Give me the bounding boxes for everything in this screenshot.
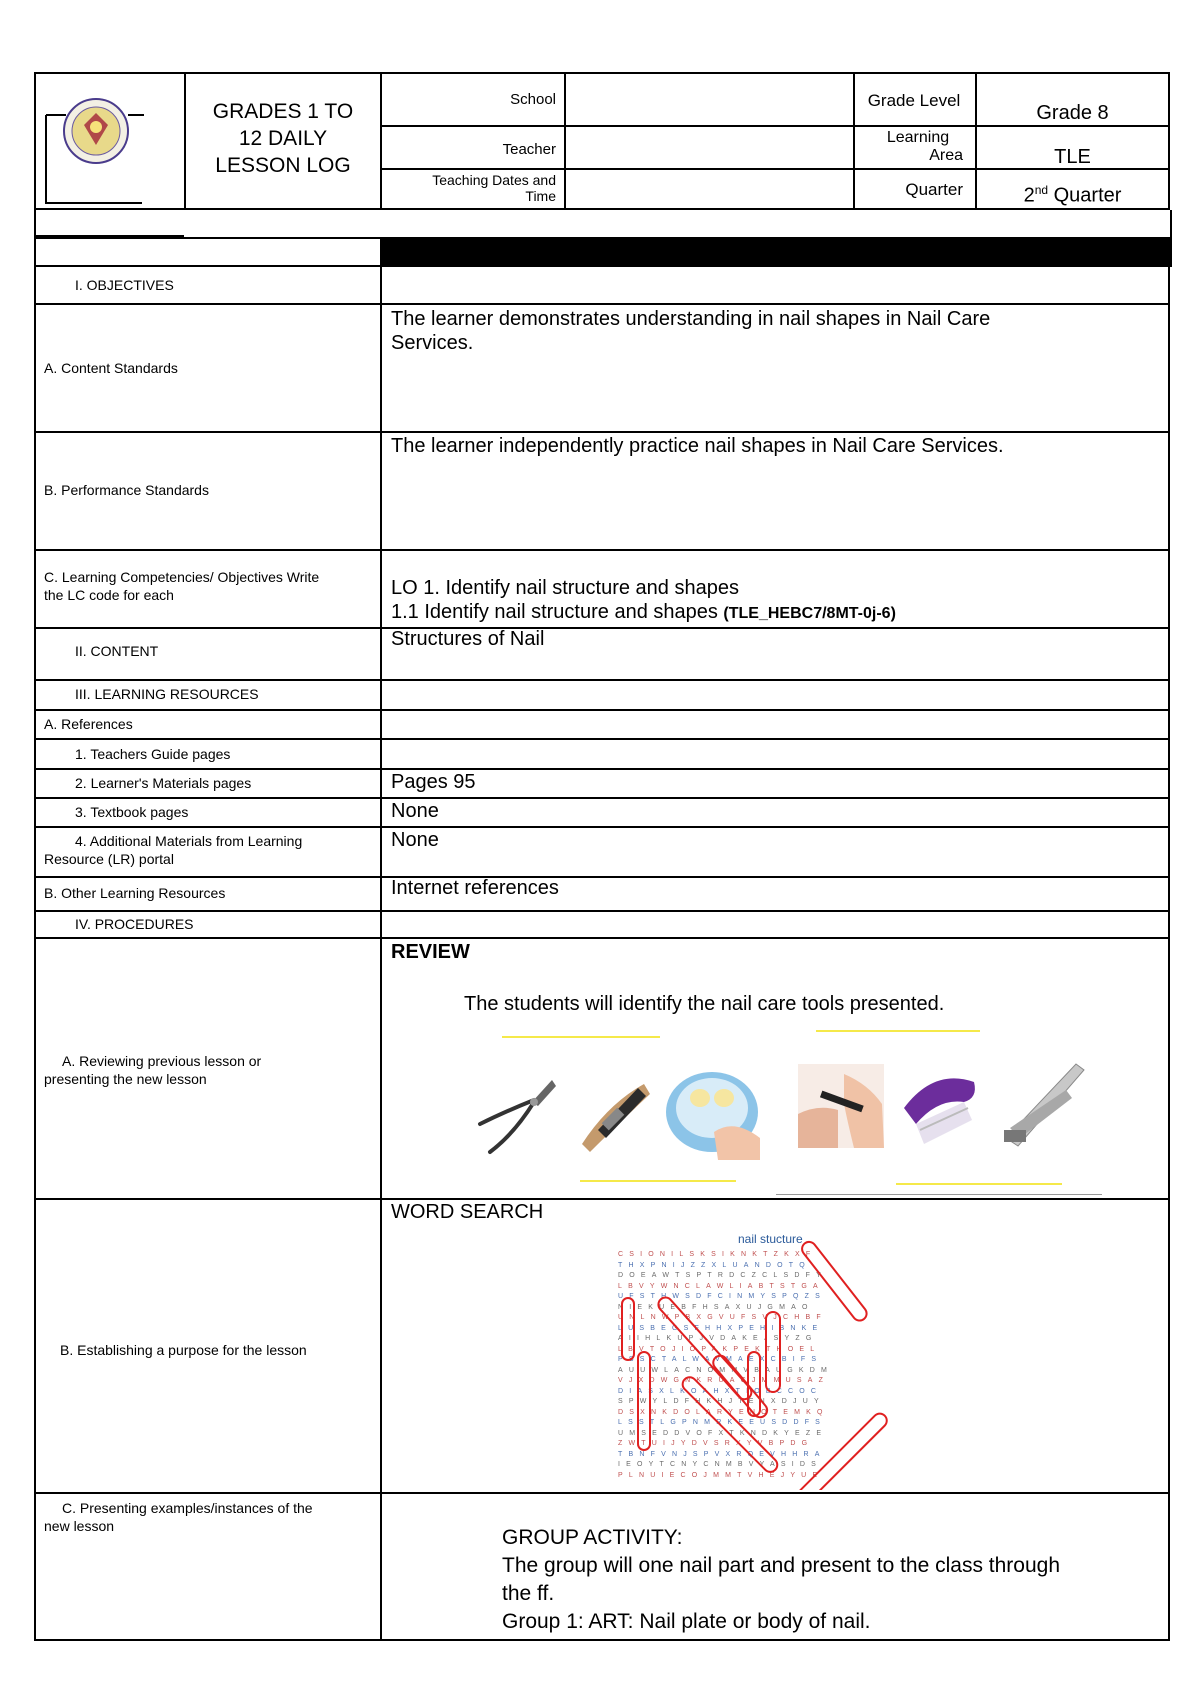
word-search-grid: CSIONILSKSIKNKTZKXF THXPNIJZZXLUANDOTQ DOEAWTSPTRDCZCLSDFY LBVYWNCLAWLIABTSTGA UFSTHWSDFCINMYSPQZS NIEKUEBFHSAXUJGMAO UNLNWPBXGVUFSVJCHBF LUSBEGSFHHXPEHIBNKE AIIHLKUPJVDAKEJSYZG LBVTOJIOPAKPEKTHOEL PSSCTALWAVMAEXCBIFS AUUWLACNOMMVBAUGKDM VJXDWGNKRUACJMMUSAZ DIASXLKOAHXTIOBCCOC SPWYLDFHKHJTENXDJUY DSXNKDOLARYENOTEMKQ LSSTLGPNMRKEEUSDDFS UMSEDDVOFXTKNDKYEZE ZWTUIJYDVSRXYVBPDG TBNFVNJSPVXRQEVHHRA IEOYTCNYCNMBVYASIDS PLNUIECOJMMTVHEJYUE (618, 1251, 834, 1479)
teachers-guide-label: 1. Teachers Guide pages (75, 746, 231, 762)
other-resources-value: Internet references (391, 877, 559, 899)
grade-level-value: Grade 8 (1036, 102, 1109, 124)
content-value: Structures of Nail (391, 628, 545, 650)
learners-materials-label: 2. Learner's Materials pages (75, 775, 252, 791)
review-title: REVIEW (391, 941, 470, 963)
group-activity-line: the ff. (502, 1582, 555, 1605)
content-standards-value: The learner demonstrates understanding in nail shapes in Nail Care Services. (391, 308, 991, 354)
section-header-bar (380, 237, 1170, 267)
word-search-circles (618, 1240, 938, 1490)
group-activity-line: The group will one nail part and present to the class through (502, 1554, 1061, 1577)
deped-seal-icon (44, 95, 148, 207)
nail-file-icon (798, 1064, 884, 1148)
group-activity-line: Group 1: ART: Nail plate or body of nail. (502, 1610, 871, 1633)
review-instructions: The students will identify the nail care tools presented. (464, 993, 945, 1015)
content-standards-label: A. Content Standards (44, 360, 178, 376)
nail-clipper-icon (998, 1058, 1092, 1150)
nail-brush-icon (894, 1068, 980, 1148)
group-activity-title: GROUP ACTIVITY: (502, 1526, 683, 1549)
learning-area-value: TLE (1054, 146, 1091, 168)
lc-code: (TLE_HEBC7/8MT-0j-6) (723, 605, 896, 622)
additional-materials-value: None (391, 829, 439, 851)
other-resources-label: B. Other Learning Resources (44, 885, 226, 901)
competencies-value: LO 1. Identify nail structure and shapes 1.1 Identify nail structure and shapes (TLE_HEBC7/8MT-0j-6) (391, 577, 896, 623)
cuticle-nipper-icon (474, 1072, 562, 1158)
references-label: A. References (44, 716, 133, 732)
nail-buffer-icon (578, 1074, 654, 1154)
word-search-title: WORD SEARCH (391, 1201, 544, 1223)
word-search-caption: nail stucture (738, 1232, 803, 1246)
procedures-heading: IV. PROCEDURES (75, 916, 194, 932)
dates-field[interactable] (566, 170, 851, 208)
learners-materials-value: Pages 95 (391, 771, 476, 793)
reviewing-label: A. Reviewing previous lesson or presenting the new lesson (44, 1053, 262, 1087)
quarter-label: Quarter (905, 180, 963, 199)
textbook-label: 3. Textbook pages (75, 804, 189, 820)
additional-materials-label: 4. Additional Materials from Learning Resource (LR) portal (44, 833, 303, 867)
dates-label: Teaching Dates and Time (432, 172, 556, 204)
lesson-table (34, 265, 1170, 1641)
grade-level-label: Grade Level (867, 91, 961, 110)
learning-area-label: Learning Area (886, 129, 963, 164)
objectives-heading: I. OBJECTIVES (75, 277, 174, 293)
textbook-value: None (391, 800, 439, 822)
group-activity (502, 1524, 1162, 1636)
performance-standards-value: The learner independently practice nail shapes in Nail Care Services. (391, 435, 1004, 457)
teacher-label: Teacher (502, 141, 556, 158)
examples-label: C. Presenting examples/instances of the new lesson (44, 1500, 313, 1534)
content-heading: II. CONTENT (75, 643, 159, 659)
page-title: GRADES 1 TO 12 DAILY LESSON LOG (212, 100, 354, 177)
school-label: School (510, 91, 556, 108)
school-field[interactable] (566, 74, 851, 124)
resources-heading: III. LEARNING RESOURCES (75, 686, 259, 702)
quarter-value: 2nd Quarter (1023, 183, 1122, 207)
performance-standards-label: B. Performance Standards (44, 482, 209, 498)
teacher-field[interactable] (566, 127, 851, 167)
competencies-label: C. Learning Competencies/ Objectives Write the LC code for each (44, 569, 320, 603)
foot-spa-icon (664, 1068, 764, 1160)
purpose-label: B. Establishing a purpose for the lesson (60, 1342, 307, 1358)
